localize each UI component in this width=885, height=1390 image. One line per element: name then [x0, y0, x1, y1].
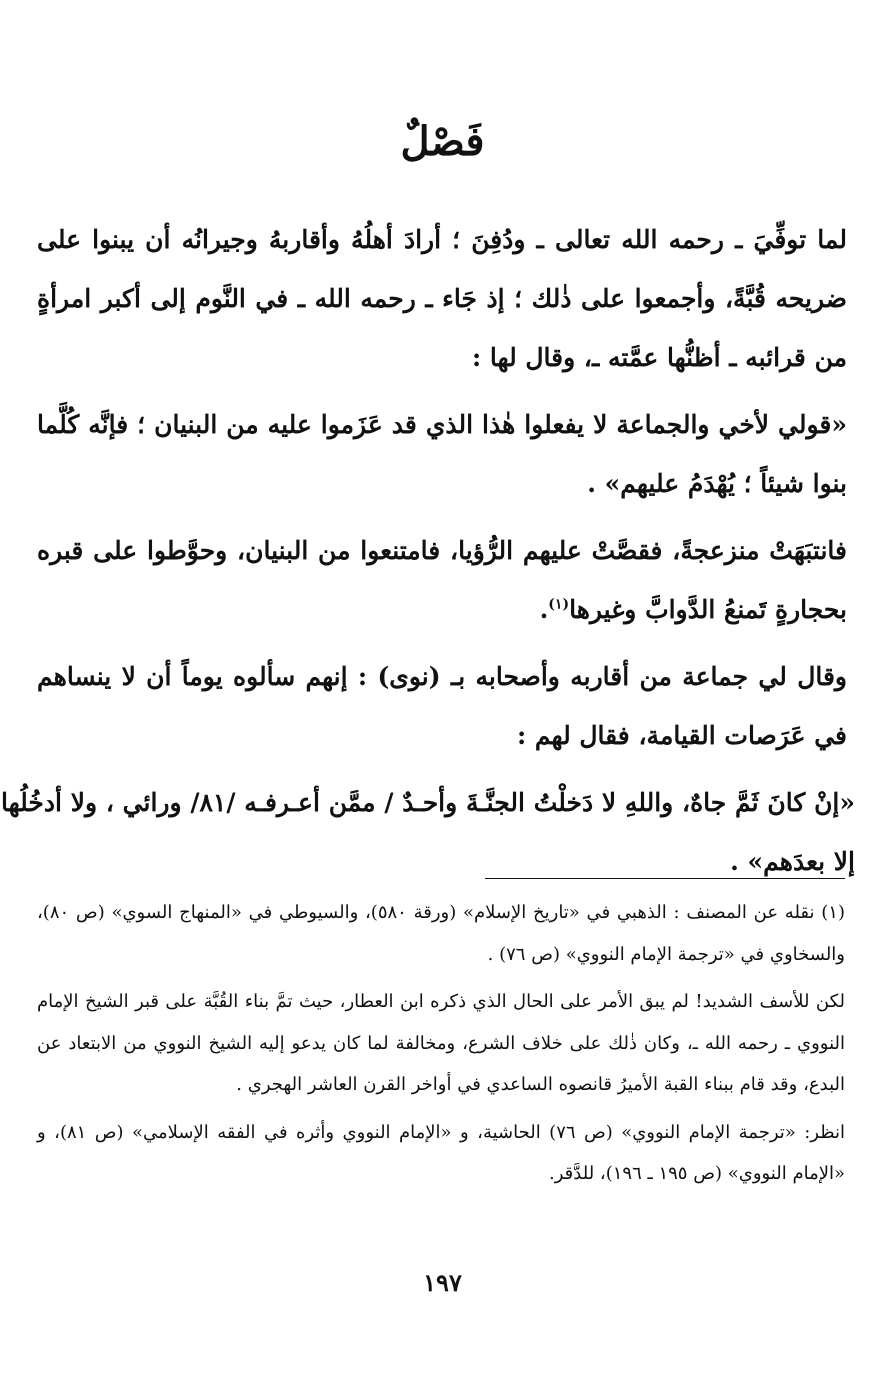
page-number: ١٩٧: [423, 1268, 462, 1297]
paragraph-3-end: .: [539, 595, 549, 624]
section-title: فَصْلٌ: [400, 118, 485, 165]
main-text: [1, 210, 855, 899]
paragraph-3-text: فانتبَهَتْ منزعجةً، فقصَّتْ عليهم الرُّؤيا، فامتنعوا من البنيان، وحوَّطوا على قبره بحجارةٍ تَمنعُ الدَّوابَّ وغيرها: [37, 536, 847, 624]
footnote-2: لكن للأسف الشديد! لم يبق الأمر على الحال الذي ذكره ابن العطار، حيث تمَّ بناء القُبَّة على قبر الشيخ الإمام النووي ـ رحمه الله ـ، وكان ذٰلك على خلاف الشرع، ومخالفة لما كان يدعو إليه الشيخ النووي من الابتعاد عن البدع، وقد قام ببناء القبة الأميرُ قانصوه الساعدي في أواخر القرن العاشر الهجري .: [37, 991, 845, 1095]
footnote-marker: (١): [548, 596, 570, 613]
paragraph-4: وقال لي جماعة من أقاربه وأصحابه بـ (نوى) : إنهم سألوه يوماً أن لا ينساهم في عَرَصات القيامة، فقال لهم :: [37, 662, 847, 750]
paragraph-3: [37, 521, 847, 639]
paragraph-5-quote: «إنْ كانَ ثَمَّ جاهٌ، واللهِ لا دَخلْتُ الجنَّـةَ وأحـدٌ / ممَّن أعـرفـه /٨١/ ورائي ، ولا أدخُلُها إلا بعدَهم» .: [1, 788, 855, 876]
paragraph-2-quote: «قولي لأخي والجماعة لا يفعلوا هٰذا الذي قد عَزَموا عليه من البنيان ؛ فإنَّه كُلَّما بنوا شيئاً ؛ يُهْدَمُ عليهم» .: [37, 410, 847, 498]
footnotes: [37, 892, 845, 1201]
footnote-1: (١) نقله عن المصنف : الذهبي في «تاريخ الإسلام» (ورقة ٥٨٠)، والسيوطي في «المنهاج السوي» (ص ٨٠)، والسخاوي في «ترجمة الإمام النووي» (ص ٧٦) .: [37, 902, 845, 965]
paragraph-1: لما توفِّيَ ـ رحمه الله تعالى ـ ودُفِنَ ؛ أرادَ أهلُهُ وأقاربهُ وجيرانُه أن يبنوا على ضريحه قُبَّةً، وأجمعوا على ذٰلك ؛ إذ جَاء ـ رحمه الله ـ في النَّوم إلى أكبر امرأةٍ من قرائبه ـ أظنُّها عمَّته ـ، وقال لها :: [37, 225, 847, 372]
footnote-3: انظر: «ترجمة الإمام النووي» (ص ٧٦) الحاشية، و «الإمام النووي وأثره في الفقه الإسلامي» (ص ٨١)، و «الإمام النووي» (ص ١٩٥ ـ ١٩٦)، للدَّقر.: [37, 1121, 846, 1184]
footnote-separator: [485, 878, 845, 879]
